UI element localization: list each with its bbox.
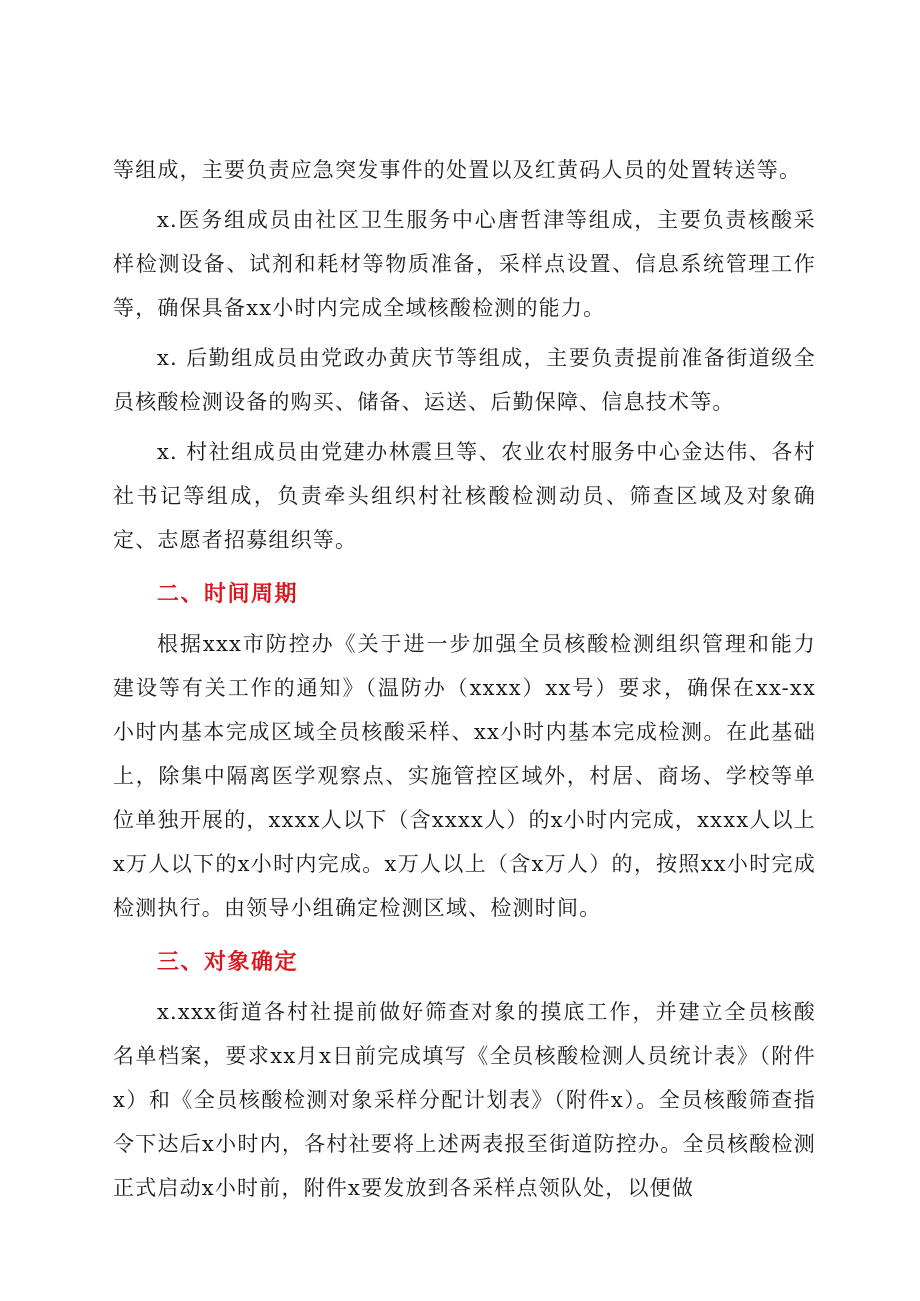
- paragraph-village-group: x. 村社组成员由党建办林震旦等、农业农村服务中心金达伟、各村社书记等组成，负责牵头组织村社核酸检测动员、筛查区域及对象确定、志愿者招募组织等。: [113, 440, 816, 552]
- section-heading-target-determination: 三、对象确定: [157, 950, 299, 975]
- paragraph-time-period: 根据xxx市防控办《关于进一步加强全员核酸检测组织管理和能力建设等有关工作的通知》（温防办（xxxx）xx号）要求，确保在xx-xx小时内基本完成区域全员核酸采样、xx小时内基本完成检测。在此基础上，除集中隔离医学观察点、实施管控区域外，村居、商场、学校等单位单独开展的，xxxx人以下（含xxxx人）的x小时内完成，xxxx人以上x万人以下的x小时内完成。x万人以上（含x万人）的，按照xx小时完成检测执行。由领导小组确定检测区域、检测时间。: [113, 632, 816, 920]
- paragraph-medical-group: x.医务组成员由社区卫生服务中心唐哲津等组成，主要负责核酸采样检测设备、试剂和耗材等物质准备，采样点设置、信息系统管理工作等，确保具备xx小时内完成全域核酸检测的能力。: [113, 208, 816, 320]
- section-heading-time-period: 二、时间周期: [157, 582, 299, 607]
- paragraph-logistics-group: x. 后勤组成员由党政办黄庆节等组成，主要负责提前准备街道级全员核酸检测设备的购买、储备、运送、后勤保障、信息技术等。: [113, 346, 816, 414]
- paragraph-target-determination: x.xxx街道各村社提前做好筛查对象的摸底工作，并建立全员核酸名单档案，要求xx月x日前完成填写《全员核酸检测人员统计表》（附件x）和《全员核酸检测对象采样分配计划表》（附件x）。全员核酸筛查指令下达后x小时内，各村社要将上述两表报至街道防控办。全员核酸检测正式启动x小时前，附件x要发放到各采样点领队处，以便做: [113, 1000, 816, 1200]
- paragraph-continued: 等组成，主要负责应急突发事件的处置以及红黄码人员的处置转送等。: [113, 158, 802, 182]
